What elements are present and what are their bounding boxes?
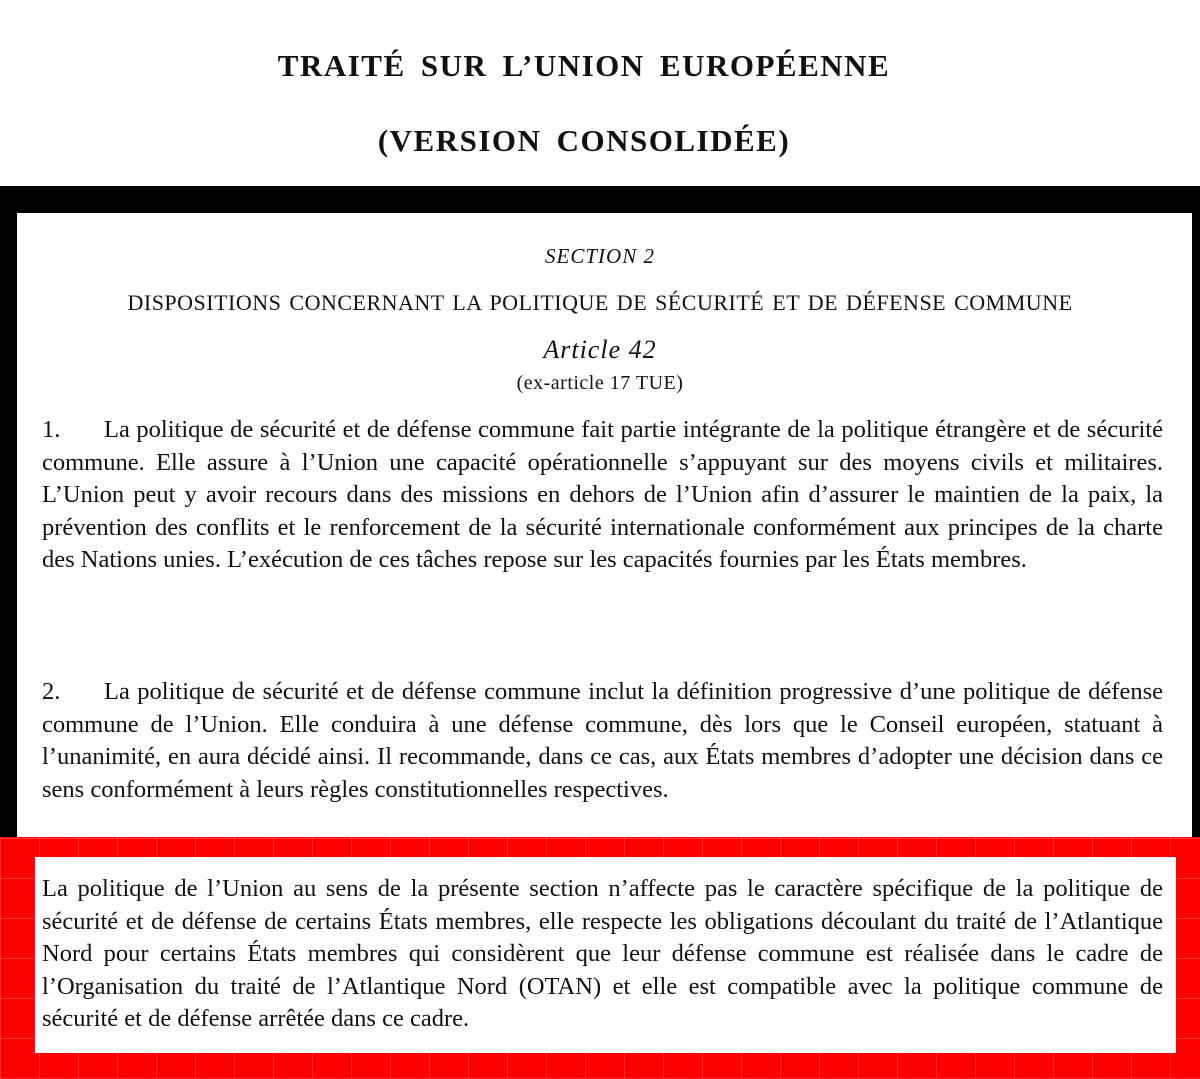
highlighted-paragraph: La politique de l’Union au sens de la présente section n’affecte pas le caractère spécifique de la politique de sécurité et de défense de certains États membres, elle respecte les obligations découlant du traité de l’Atlantique Nord pour certains États membres qui considèrent que leur défense commune est réalisée dans le cadre de l’Organisation du traité de l’Atlantique Nord (OTAN) et elle est compatible avec la politique commune de sécurité et de défense arrêtée dans ce cadre. — [42, 875, 1163, 1032]
paragraph-text: La politique de sécurité et de défense commune fait partie intégrante de la politique étrangère et de sécurité commune. Elle assure à l’Union une capacité opérationnelle s’appuyant sur des moyens civils et militaires. L’Union peut y avoir recours dans des missions en dehors de l’Union afin d’assurer le maintien de la paix, la prévention des conflits et le renforcement de la sécurité internationale conformément aux principes de la charte des Nations unies. L’exécution de ces tâches repose sur les capacités fournies par les États membres. — [42, 416, 1163, 573]
paragraph-1 — [42, 414, 1163, 577]
paragraph-number: 2. — [42, 678, 61, 705]
paragraph-text: La politique de sécurité et de défense commune inclut la définition progressive d’une politique de défense commune de l’Union. Elle conduira à une défense commune, dès lors que le Conseil européen, statuant à l’unanimité, en aura décidé ainsi. Il recommande, dans ce cas, aux États membres d’adopter une décision dans ce sens conformément à leurs règles constitutionnelles respectives. — [42, 678, 1163, 803]
section-title: DISPOSITIONS CONCERNANT LA POLITIQUE DE SÉCURITÉ ET DE DÉFENSE COMMUNE — [127, 290, 1073, 315]
document-title: TRAITÉ SUR L’UNION EUROPÉENNE — [277, 48, 891, 83]
document-header — [0, 0, 1200, 186]
article-subtitle: (ex-article 17 TUE) — [516, 372, 684, 394]
paragraph-number: 1. — [42, 416, 61, 443]
section-label: SECTION 2 — [545, 244, 655, 268]
document-subtitle: (VERSION CONSOLIDÉE) — [377, 123, 791, 158]
article-title: Article 42 — [543, 335, 657, 364]
paragraph-2 — [42, 676, 1163, 806]
